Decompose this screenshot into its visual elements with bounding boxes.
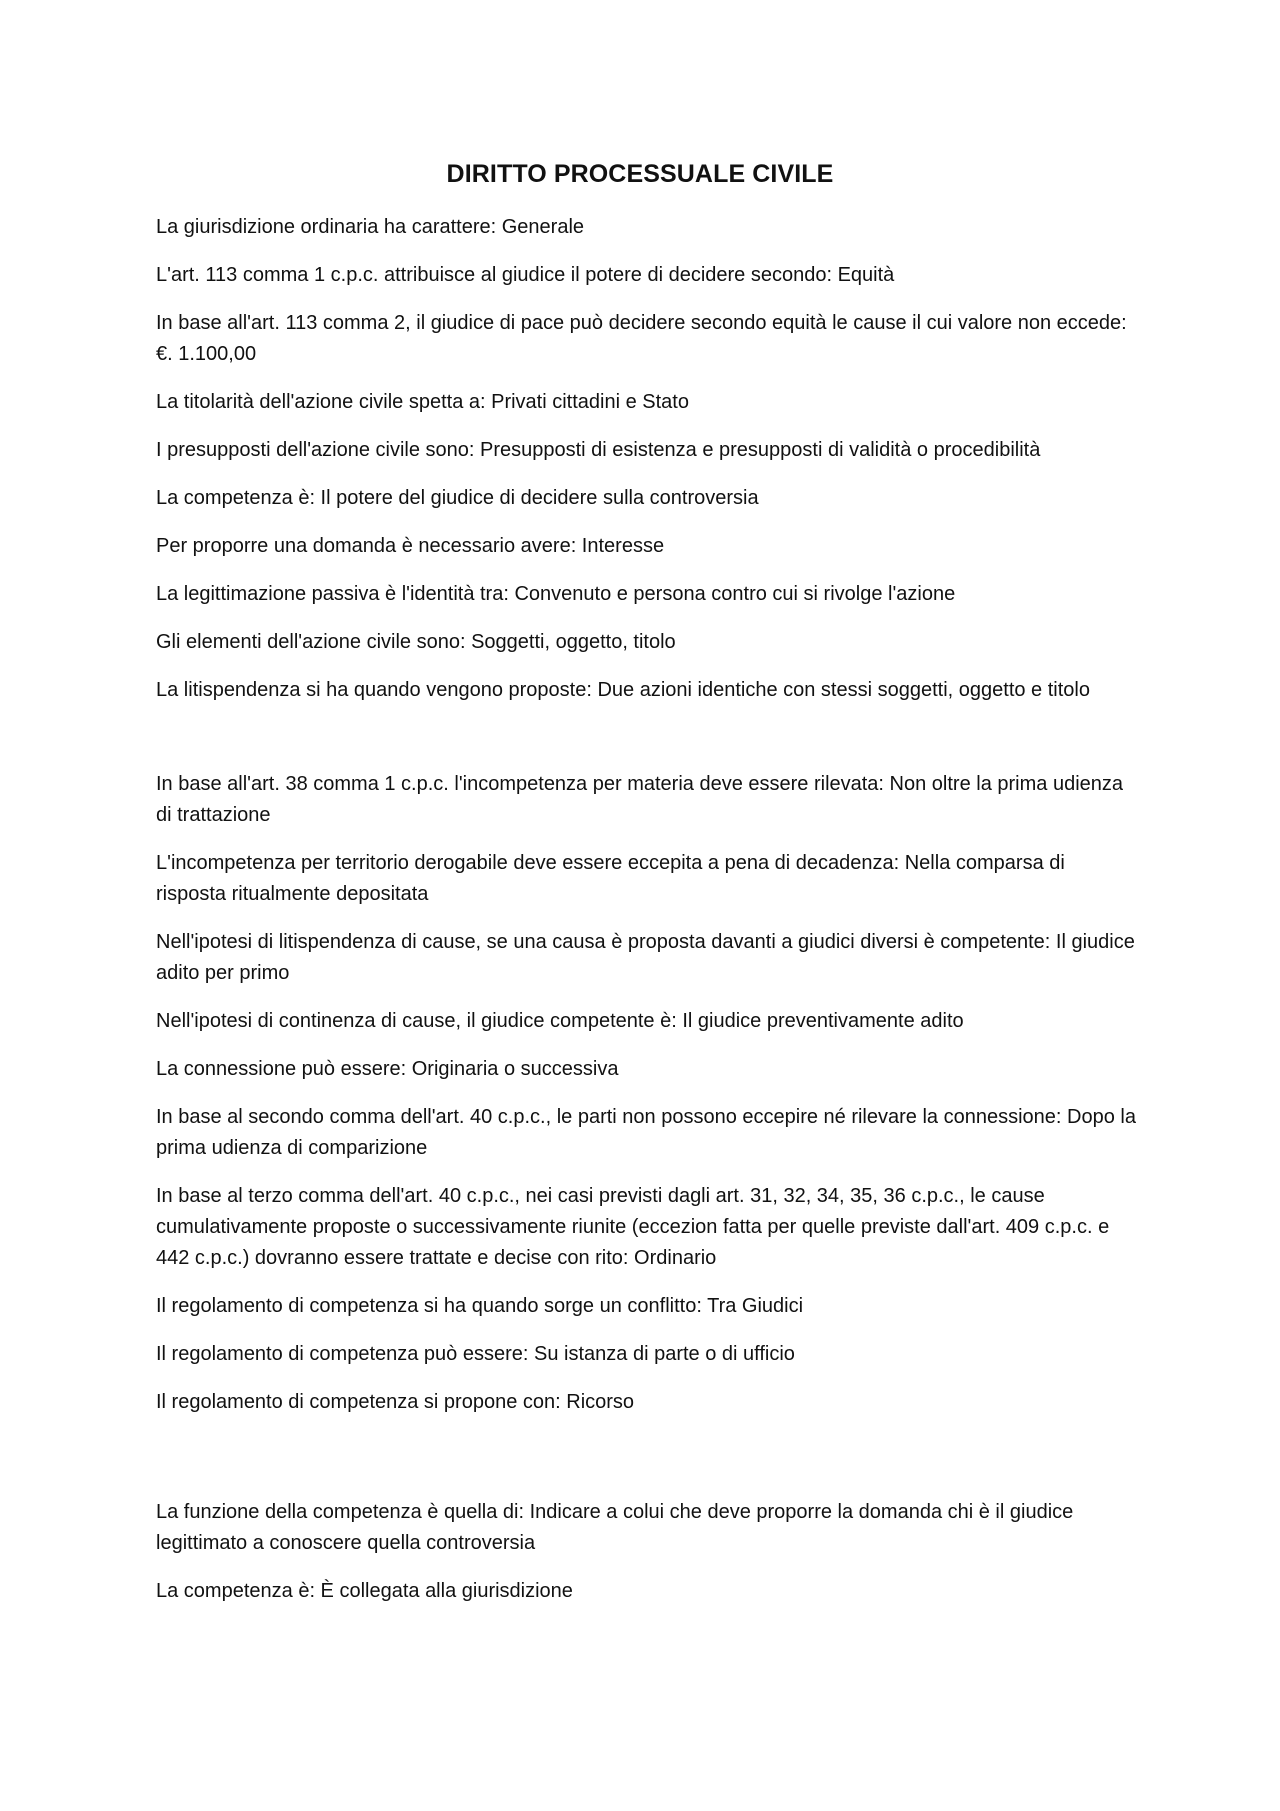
paragraph: La legittimazione passiva è l'identità tra: Convenuto e persona contro cui si rivolge l'azione — [156, 583, 956, 605]
paragraph: In base all'art. 113 comma 2, il giudice di pace può decidere secondo equità le cause il cui valore non eccede: €. 1.100,00 — [156, 312, 1127, 365]
page-title: DIRITTO PROCESSUALE CIVILE — [446, 160, 834, 188]
paragraph: Il regolamento di competenza si ha quando sorge un conflitto: Tra Giudici — [156, 1295, 804, 1317]
paragraph: La funzione della competenza è quella di: Indicare a colui che deve proporre la domanda chi è il giudice legittimato a conoscere quella controversia — [156, 1501, 1074, 1554]
paragraph: Il regolamento di competenza può essere: Su istanza di parte o di ufficio — [156, 1343, 795, 1365]
paragraph: Nell'ipotesi di litispendenza di cause, se una causa è proposta davanti a giudici diversi è competente: Il giudice adito per primo — [156, 931, 1135, 984]
paragraph: Nell'ipotesi di continenza di cause, il giudice competente è: Il giudice preventivamente adito — [156, 1010, 964, 1032]
paragraph: L'art. 113 comma 1 c.p.c. attribuisce al giudice il potere di decidere secondo: Equità — [156, 264, 895, 286]
paragraph: La connessione può essere: Originaria o successiva — [156, 1058, 619, 1080]
paragraph: In base all'art. 38 comma 1 c.p.c. l'incompetenza per materia deve essere rilevata: Non oltre la prima udienza di trattazione — [156, 773, 1124, 826]
paragraph: La competenza è: Il potere del giudice di decidere sulla controversia — [156, 487, 759, 509]
paragraph: In base al terzo comma dell'art. 40 c.p.c., nei casi previsti dagli art. 31, 32, 34, 35, 36 c.p.c., le cause cumulativamente proposte o successivamente riunite (eccezion fatta per quelle previste dall'art. 409 c.p.c. e 442 c.p.c.) dovranno essere trattate e decise con rito: Ordinario — [156, 1185, 1110, 1269]
paragraph: I presupposti dell'azione civile sono: Presupposti di esistenza e presupposti di validità o procedibilità — [156, 439, 1041, 461]
paragraph: La litispendenza si ha quando vengono proposte: Due azioni identiche con stessi soggetti, oggetto e titolo — [156, 679, 1090, 701]
paragraph: In base al secondo comma dell'art. 40 c.p.c., le parti non possono eccepire né rilevare la connessione: Dopo la prima udienza di comparizione — [156, 1106, 1136, 1159]
paragraph: La titolarità dell'azione civile spetta a: Privati cittadini e Stato — [156, 391, 689, 413]
document-body — [156, 212, 1136, 1607]
paragraph: Per proporre una domanda è necessario avere: Interesse — [156, 535, 665, 557]
paragraph: Gli elementi dell'azione civile sono: Soggetti, oggetto, titolo — [156, 631, 676, 653]
paragraph: L'incompetenza per territorio derogabile deve essere eccepita a pena di decadenza: Nella comparsa di risposta ritualmente depositata — [156, 852, 1065, 905]
paragraph: Il regolamento di competenza si propone con: Ricorso — [156, 1391, 635, 1413]
paragraph: La competenza è: È collegata alla giurisdizione — [156, 1580, 573, 1602]
paragraph: La giurisdizione ordinaria ha carattere: Generale — [156, 216, 585, 238]
